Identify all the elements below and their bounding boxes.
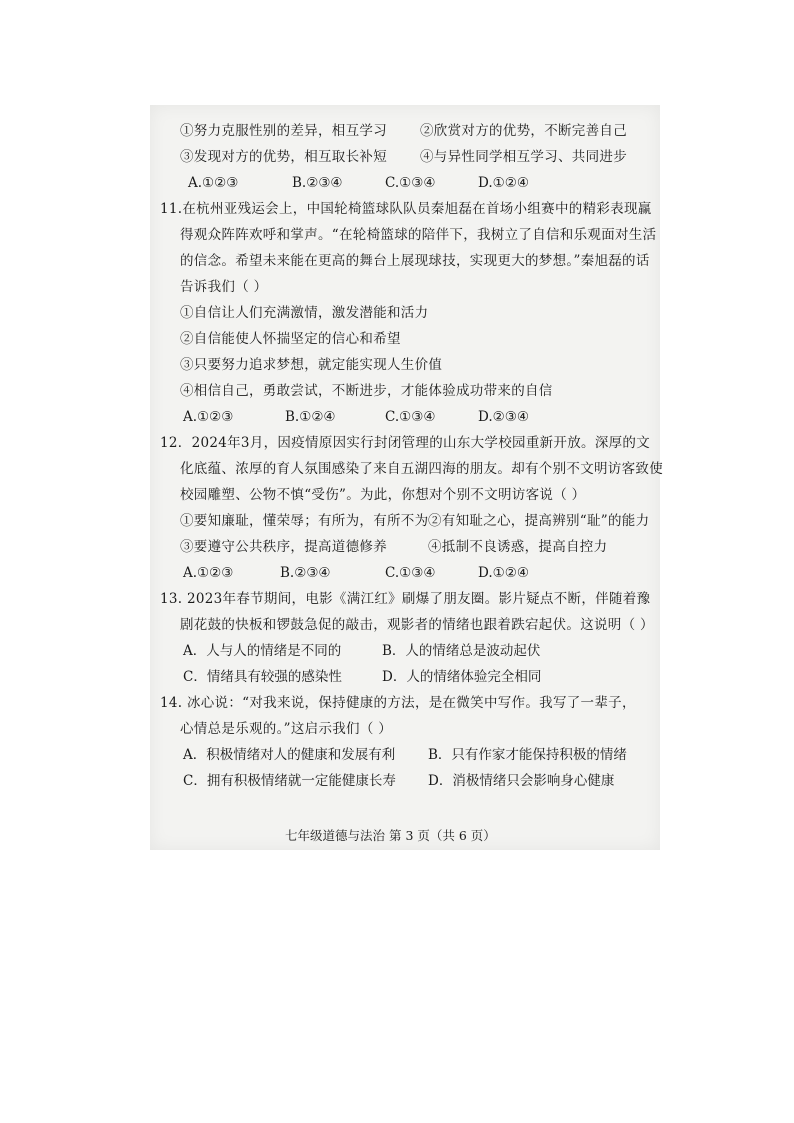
q12-item-2: ②有知耻之心，提高辨别“耻”的能力 (428, 513, 650, 529)
q12-option-b: B.②③④ (280, 565, 331, 581)
q14-stem-line-1: 14. 冰心说：“对我来说，保持健康的方法，是在微笑中写作。我写了一辈子， (160, 695, 636, 711)
q12-option-d: D.①②④ (478, 565, 529, 581)
q14-option-d: D．消极情绪只会影响身心健康 (428, 773, 615, 789)
q11-item-1: ①自信让人们充满激情，激发潜能和活力 (180, 305, 429, 321)
page-footer: 七年级道德与法治 第 3 页（共 6 页） (285, 828, 496, 843)
q11-stem-line-3: 的信念。希望未来能在更高的舞台上展现球技，实现更大的梦想。”秦旭磊的话 (180, 253, 650, 269)
q11-item-4: ④相信自己，勇敢尝试，不断进步，才能体验成功带来的自信 (180, 383, 553, 399)
q14-stem-line-2: 心情总是乐观的。”这启示我们（ ） (180, 721, 393, 737)
exam-page (150, 105, 663, 850)
q12-option-c: C.①③④ (385, 565, 436, 581)
q10-option-a: A.①②③ (188, 175, 239, 191)
q11-item-2: ②自信能使人怀揣坚定的信心和希望 (180, 331, 401, 347)
q12-option-a: A.①②③ (183, 565, 234, 581)
q14-option-b: B．只有作家才能保持积极的情绪 (428, 747, 627, 763)
q12-stem-line-3: 校园雕塑、公物不慎“受伤”。为此，你想对个别不文明访客说（ ） (180, 487, 586, 503)
q10-option-b: B.②③④ (292, 175, 343, 191)
q12-item-3: ③要遵守公共秩序，提高道德修养 (180, 539, 387, 555)
q11-option-c: C.①③④ (385, 409, 436, 425)
q13-stem-line-2: 剧花鼓的快板和锣鼓急促的敲击，观影者的情绪也跟着跌宕起伏。这说明（ ） (180, 617, 654, 633)
q11-stem-line-2: 得观众阵阵欢呼和掌声。“在轮椅篮球的陪伴下，我树立了自信和乐观面对生活 (180, 227, 657, 243)
q12-stem-line-2: 化底蕴、浓厚的育人氛围感染了来自五湖四海的朋友。却有个别不文明访客致使 (180, 461, 663, 477)
q14-option-c: C．拥有积极情绪就一定能健康长寿 (183, 773, 396, 789)
q10-option-c: C.①③④ (385, 175, 436, 191)
q11-option-a: A.①②③ (183, 409, 234, 425)
q11-item-3: ③只要努力追求梦想，就定能实现人生价值 (180, 357, 443, 373)
q14-option-a: A．积极情绪对人的健康和发展有利 (183, 747, 396, 763)
q11-stem-line-1: 11.在杭州亚残运会上，中国轮椅篮球队队员秦旭磊在首场小组赛中的精彩表现赢 (160, 201, 652, 217)
q13-stem-line-1: 13. 2023年春节期间，电影《满江红》刷爆了朋友圈。影片疑点不断，伴随着豫 (160, 591, 651, 607)
q13-option-c: C．情绪具有较强的感染性 (183, 669, 342, 685)
q12-item-1: ①要知廉耻，懂荣辱；有所为，有所不为 (180, 513, 429, 529)
q11-option-d: D.②③④ (478, 409, 529, 425)
q10-item-4: ④与异性同学相互学习、共同进步 (420, 149, 627, 165)
q13-option-a: A．人与人的情绪是不同的 (183, 643, 342, 659)
q10-option-d: D.①②④ (478, 175, 529, 191)
q11-stem-line-4: 告诉我们（ ） (180, 279, 268, 295)
q10-item-2: ②欣赏对方的优势，不断完善自己 (420, 123, 627, 139)
q10-item-3: ③发现对方的优势，相互取长补短 (180, 149, 387, 165)
q13-option-b: B．人的情绪总是波动起伏 (382, 643, 541, 659)
q12-item-4: ④抵制不良诱惑，提高自控力 (428, 539, 608, 555)
q13-option-d: D．人的情绪体验完全相同 (382, 669, 542, 685)
q11-option-b: B.①②④ (285, 409, 336, 425)
q12-stem-line-1: 12．2024年3月，因疫情原因实行封闭管理的山东大学校园重新开放。深厚的文 (160, 435, 651, 451)
q10-item-1: ①努力克服性别的差异，相互学习 (180, 123, 387, 139)
